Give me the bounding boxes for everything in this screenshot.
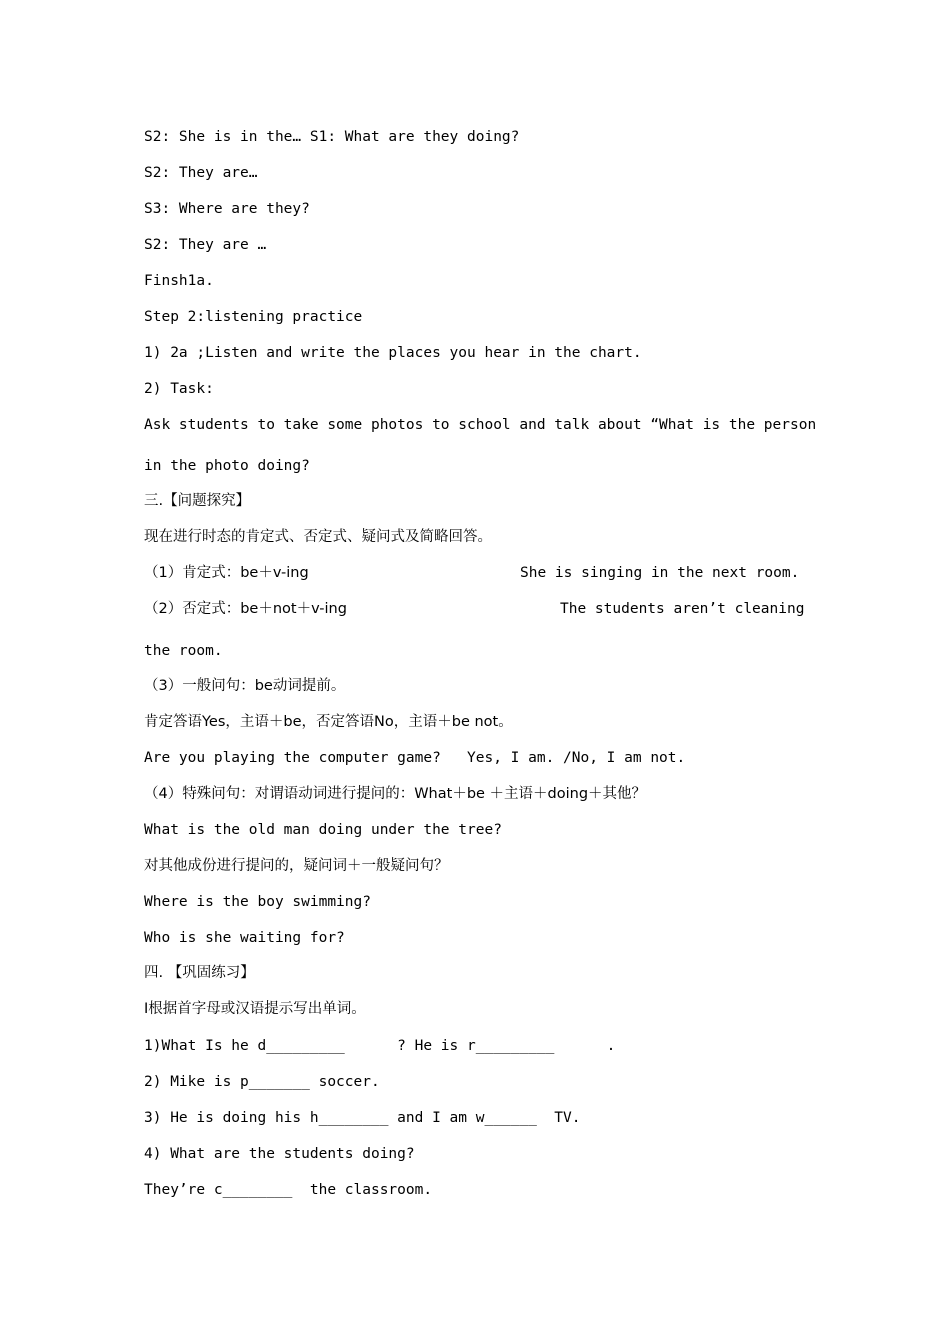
dialogue-line-1: S2: She is in the… S1: What are they doing? [144,129,520,145]
finish-note: Finsh1a. [144,273,214,289]
listening-item-1: 1) 2a ;Listen and write the places you hear in the chart. [144,345,642,361]
section-heading-3: 三.【问题探究】 [144,493,251,509]
task-text-cont: in the photo doing? [144,458,310,474]
special-question-example-2: Where is the boy swimming? [144,894,371,910]
affirmative-rule: （1）肯定式：be＋v-ing [144,565,309,581]
answer-rule: 肯定答语Yes，主语＋be，否定答语No，主语＋be not。 [144,714,513,730]
exercise-instruction: Ⅰ根据首字母或汉语提示写出单词。 [144,1001,366,1017]
negative-rule: （2）否定式：be＋not＋v-ing [144,601,347,617]
exercise-item-1: 1)What Is he d_________ ? He is r_________ . [144,1038,616,1054]
grammar-intro: 现在进行时态的肯定式、否定式、疑问式及简略回答。 [144,529,492,545]
special-question-example-3: Who is she waiting for? [144,930,345,946]
exercise-item-4: 4) What are the students doing? [144,1146,415,1162]
question-example: Are you playing the computer game? Yes, I am. /No, I am not. [144,750,686,766]
special-question-rule: （4）特殊问句：对谓语动词进行提问的：What＋be ＋主语＋doing＋其他？ [144,786,647,802]
exercise-item-4-answer: They’re c________ the classroom. [144,1182,433,1198]
dialogue-line-3: S3: Where are they? [144,201,310,217]
task-text: Ask students to take some photos to school and talk about “What is the person [144,417,817,433]
other-question-rule: 对其他成份进行提问的，疑问词＋一般疑问句？ [144,858,449,874]
exercise-item-3: 3) He is doing his h________ and I am w______ TV. [144,1110,581,1126]
question-rule: （3）一般问句：be动词提前。 [144,678,346,694]
negative-example: The students aren’t cleaning [560,601,805,617]
dialogue-line-4: S2: They are … [144,237,267,253]
listening-item-2: 2) Task: [144,381,214,397]
exercise-item-2: 2) Mike is p_______ soccer. [144,1074,380,1090]
step-heading: Step 2:listening practice [144,309,363,325]
dialogue-line-2: S2: They are… [144,165,258,181]
affirmative-example: She is singing in the next room. [520,565,800,581]
special-question-example-1: What is the old man doing under the tree? [144,822,502,838]
section-heading-4: 四. 【巩固练习】 [144,965,255,981]
negative-example-cont: the room. [144,643,223,659]
